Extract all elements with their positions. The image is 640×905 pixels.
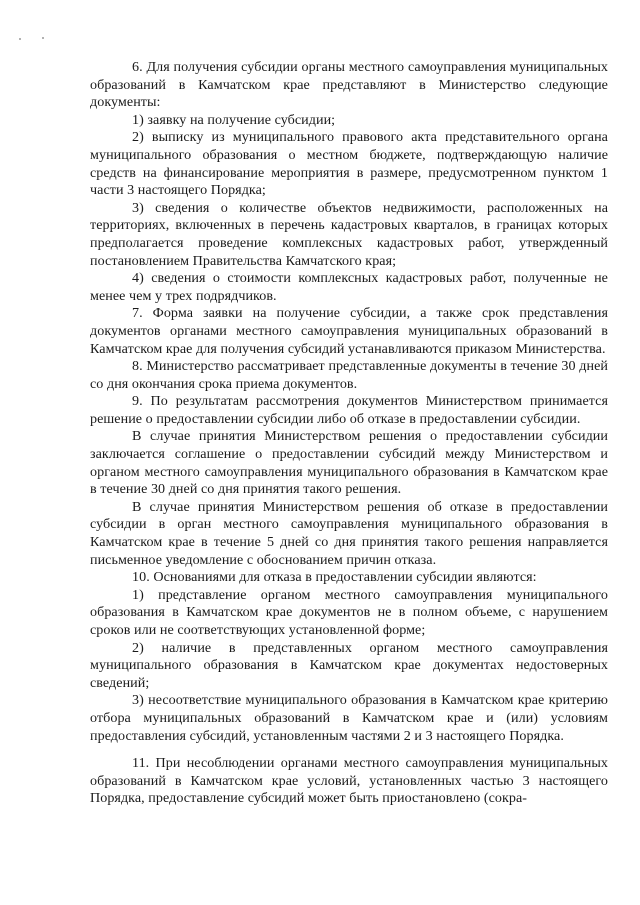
paragraph-8: 8. Министерство рассматривает представленные документы в течение 30 дней со дня окончания срока приема документов. xyxy=(90,358,608,392)
document-page xyxy=(90,59,608,808)
paragraph-7: 7. Форма заявки на получение субсидии, а также срок представления документов органами местного самоуправления муниципальных образований в Камчатском крае для получения субсидий устанавливаются приказом Министерства. xyxy=(90,305,608,357)
paragraph-10-item-1: 1) представление органом местного самоуправления муниципального образования в Камчатском крае документов не в полном объеме, с нарушением сроков или не соответствующих установленной форме; xyxy=(90,586,608,638)
paragraph-9: 9. По результатам рассмотрения документов Министерством принимается решение о предоставлении субсидии либо об отказе в предоставлении субсидии. xyxy=(90,393,608,427)
paragraph-6-item-2: 2) выписку из муниципального правового акта представительного органа муниципального образования о местном бюджете, подтверждающую наличие средств на финансирование мероприятия в размере, предусмотренном пунктом 1 части 3 настоящего Порядка; xyxy=(90,129,608,199)
paragraph-6-item-4: 4) сведения о стоимости комплексных кадастровых работ, полученные не менее чем у трех подрядчиков. xyxy=(90,270,608,304)
paragraph-10-item-3: 3) несоответствие муниципального образования в Камчатском крае критерию отбора муниципальных образований в Камчатском крае и (или) условиям предоставления субсидий, установленным частями 2 и 3 настоящего Порядка. xyxy=(90,692,608,744)
paragraph-6-item-1: 1) заявку на получение субсидии; xyxy=(132,111,336,128)
paragraph-10: 10. Основаниями для отказа в предоставлении субсидии являются: xyxy=(132,569,537,586)
paragraph-10-item-2: 2) наличие в представленных органом местного самоуправления муниципального образования в Камчатском крае документах недостоверных сведений; xyxy=(90,639,608,691)
scan-speck-left-2 xyxy=(42,37,44,39)
paragraph-11: 11. При несоблюдении органами местного самоуправления муниципальных образований в Камчатском крае условий, установленных частью 3 настоящего Порядка, предоставление субсидий может быть приостановлено (сокра- xyxy=(90,755,608,807)
paragraph-6-item-3: 3) сведения о количестве объектов недвижимости, расположенных на территориях, включенных в перечень кадастровых кварталов, в границах которых предполагается проведение комплексных кадастровых работ, утвержденный постановлением Правительства Камчатского края; xyxy=(90,199,608,269)
paragraph-9-refusal: В случае принятия Министерством решения об отказе в предоставлении субсидии в орган местного самоуправления муниципального образования в Камчатском крае в течение 5 дней со дня принятия такого решения направляется письменное уведомление с обоснованием причин отказа. xyxy=(90,498,608,568)
paragraph-6: 6. Для получения субсидии органы местного самоуправления муниципальных образований в Камчатском крае представляют в Министерство следующие документы: xyxy=(90,59,608,111)
paragraph-9-approval: В случае принятия Министерством решения о предоставлении субсидии заключается соглашение о предоставлении субсидий между Министерством и органом местного самоуправления муниципального образования в Камчатском крае в течение 30 дней со дня принятия такого решения. xyxy=(90,428,608,498)
scan-speck-left xyxy=(19,38,21,40)
